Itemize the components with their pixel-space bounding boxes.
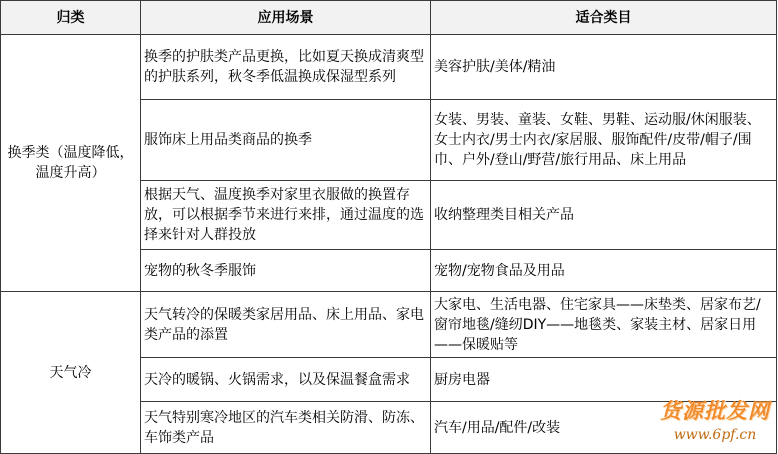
scene-cell: 根据天气、温度换季对家里衣服做的换置存放，可以根据季节来进行来排，通过温度的选择来针对人群投放: [141, 181, 431, 250]
scene-cell: 服饰床上用品类商品的换季: [141, 100, 431, 181]
scene-cell: 宠物的秋冬季服饰: [141, 250, 431, 292]
category-cell: 换季类（温度降低，温度升高）: [1, 35, 141, 292]
fit-cell: 厨房电器: [431, 358, 777, 402]
fit-cell: 汽车/用品/配件/改装: [431, 402, 777, 454]
fit-cell: 大家电、生活电器、住宅家具——床垫类、居家布艺/窗帘地毯/缝纫DIY——地毯类、家装主材、居家日用——保暖贴等: [431, 292, 777, 358]
fit-cell: 宠物/宠物食品及用品: [431, 250, 777, 292]
fit-cell: 女装、男装、童装、女鞋、男鞋、运动服/休闲服装、女士内衣/男士内衣/家居服、服饰配件/皮带/帽子/围巾、户外/登山/野营/旅行用品、床上用品: [431, 100, 777, 181]
scene-cell: 天冷的暖锅、火锅需求，以及保温餐盒需求: [141, 358, 431, 402]
header-fit: 适合类目: [431, 1, 777, 35]
scene-cell: 天气转冷的保暖类家居用品、床上用品、家电类产品的添置: [141, 292, 431, 358]
scene-cell: 天气特别寒冷地区的汽车类相关防滑、防冻、车饰类产品: [141, 402, 431, 454]
watermark-url: www.6pf.cn: [673, 427, 757, 443]
fit-cell: 收纳整理类目相关产品: [431, 181, 777, 250]
header-category: 归类: [1, 1, 141, 35]
header-scene: 应用场景: [141, 1, 431, 35]
category-cell: 天气冷: [1, 292, 141, 454]
header-row: [1, 1, 777, 35]
table-row: [1, 35, 777, 100]
fit-cell: 美容护肤/美体/精油: [431, 35, 777, 100]
table-row: [1, 292, 777, 358]
watermark-title: 货源批发网: [660, 398, 770, 423]
scene-cell: 换季的护肤类产品更换，比如夏天换成清爽型的护肤系列，秋冬季低温换成保湿型系列: [141, 35, 431, 100]
